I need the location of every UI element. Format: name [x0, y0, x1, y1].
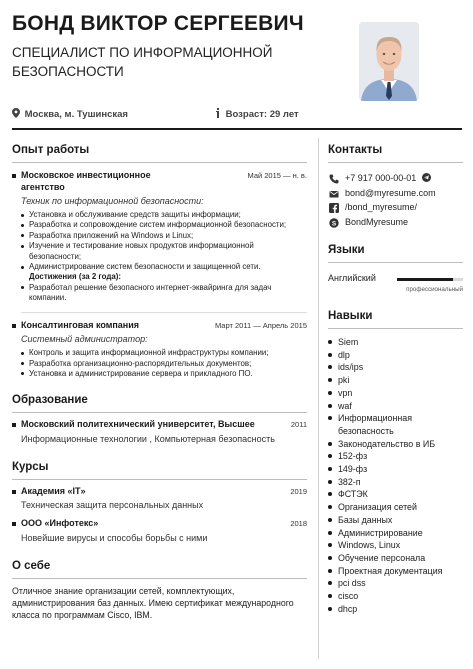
facebook-icon [329, 203, 339, 213]
languages-section [328, 243, 463, 305]
telegram-icon[interactable] [422, 173, 431, 182]
job-item [12, 320, 307, 380]
skill-item: 382-п [328, 476, 463, 489]
list-item: Разработал решение безопасного интернет-эквайринга для задач компании. [29, 283, 307, 304]
section-divider [12, 578, 307, 579]
contact-email[interactable] [328, 186, 463, 201]
section-divider [328, 328, 463, 329]
location-text: Москва, м. Тушинская [24, 109, 128, 120]
list-item: Изучение и тестирование новых продуктов информационной безопасности; [29, 241, 307, 262]
skill-item: 149-фз [328, 463, 463, 476]
section-title: Навыки [328, 310, 373, 322]
skill-item: 152-фз [328, 450, 463, 463]
candidate-position: СПЕЦИАЛИСТ ПО ИНФОРМАЦИОННОЙ БЕЗОПАСНОСТИ [12, 45, 273, 79]
skill-item: dlp [328, 349, 463, 362]
skill-item: cisco [328, 590, 463, 603]
age-text: Возраст: 29 лет [225, 109, 299, 120]
resume-header [12, 10, 312, 81]
course-name: ООО «Инфотекс» [21, 518, 99, 529]
course-item [12, 518, 307, 543]
location [12, 108, 128, 120]
job-role: Техник по информационной безопасности: [21, 196, 204, 206]
skill-item: ФСТЭК [328, 488, 463, 501]
phone-text: +7 917 000-00-01 [345, 173, 417, 183]
course-item [12, 486, 307, 511]
skill-item: Проектная документация [328, 565, 463, 578]
job-company: Московское инвестиционное агентство [21, 170, 151, 192]
contact-facebook[interactable] [328, 200, 463, 215]
section-divider [328, 262, 463, 263]
skill-item: Информационная безопасность [328, 412, 463, 437]
list-item: Установка и обслуживание средств защиты информации; [29, 210, 307, 220]
list-item: Контроль и защита информационной инфраструктуры компании; [29, 348, 307, 358]
education-item [12, 419, 307, 444]
job-role: Системный администратор: [21, 334, 148, 345]
candidate-name: БОНД ВИКТОР СЕРГЕЕВИЧ [12, 12, 304, 35]
section-title: Курсы [12, 460, 49, 473]
section-divider [328, 162, 463, 163]
about-section [12, 559, 307, 621]
job-dates: Май 2015 — н. в. [247, 171, 307, 180]
section-title: Образование [12, 394, 88, 407]
column-divider [318, 138, 319, 659]
age [215, 108, 299, 120]
job-item [12, 170, 307, 313]
map-pin-icon [12, 108, 20, 118]
language-level-bar [397, 278, 463, 281]
courses-section [12, 460, 307, 543]
language-level-fill [397, 278, 453, 281]
skill-item: pki [328, 374, 463, 387]
section-divider [12, 412, 307, 413]
language-item [328, 273, 463, 305]
header-divider [12, 128, 462, 130]
section-title: Языки [328, 244, 365, 256]
job-company: Консалтинговая компания [21, 319, 140, 330]
skill-item: Организация сетей [328, 501, 463, 514]
education-section [12, 393, 307, 444]
skill-item: waf [328, 400, 463, 413]
main-column [12, 143, 307, 621]
skill-item: Законодательство в ИБ [328, 438, 463, 451]
skills-list [328, 336, 463, 615]
contacts-section [328, 143, 463, 229]
skill-item: dhcp [328, 603, 463, 616]
skills-section [328, 309, 463, 615]
list-item: Разработка и сопровождение систем информационной безопасности; [29, 220, 307, 230]
skill-item: Администрирование [328, 527, 463, 540]
contact-skype[interactable] [328, 215, 463, 230]
section-title: Контакты [328, 144, 383, 156]
envelope-icon [329, 189, 339, 199]
skill-item: Windows, Linux [328, 539, 463, 552]
svg-text:S: S [331, 219, 337, 227]
skill-item: Siem [328, 336, 463, 349]
list-item: Разработка организационно-распорядительных документов; [29, 359, 307, 369]
skill-item: pci dss [328, 577, 463, 590]
contact-phone[interactable] [328, 171, 463, 186]
achievements-list [12, 283, 307, 304]
course-year: 2019 [290, 486, 307, 496]
course-year: 2018 [290, 519, 307, 529]
phone-icon [329, 174, 339, 184]
education-year: 2011 [290, 420, 307, 430]
section-title: О себе [12, 559, 51, 572]
job-dates: Март 2011 — Апрель 2015 [214, 320, 307, 330]
skype-icon [329, 218, 339, 228]
section-title: Опыт работы [12, 144, 90, 156]
candidate-photo [359, 22, 419, 101]
facebook-text: /bond_myresume/ [345, 202, 418, 212]
education-field: Информационные технологии , Компьютерная безопасность [21, 433, 275, 444]
language-name: Английский [328, 273, 376, 283]
skype-text: BondMyresume [345, 216, 409, 227]
experience-section [12, 143, 307, 379]
course-desc: Техническая защита персональных данных [21, 500, 204, 511]
course-desc: Новейшие вирусы и способы борьбы с ними [21, 532, 208, 543]
skill-item: Обучение персонала [328, 552, 463, 565]
section-divider [12, 479, 307, 480]
sidebar-column [328, 143, 463, 615]
language-level: профессиональный [406, 286, 463, 293]
section-divider [12, 162, 307, 163]
list-item: Установка и администрирование сервера и прикладного ПО. [29, 369, 307, 379]
duties-list [12, 348, 307, 379]
contacts-list [328, 171, 463, 229]
skill-item: vpn [328, 387, 463, 400]
job-divider [21, 312, 307, 313]
email-text: bond@myresume.com [345, 187, 436, 198]
education-school: Московский политехнический университет, Высшее [21, 419, 255, 430]
course-name: Академия «IT» [21, 485, 86, 496]
duties-list [12, 210, 307, 272]
list-item: Администрирование систем безопасности и защищенной сети. [29, 262, 307, 272]
about-text: Отличное знание организации сетей, комплектующих, администрирования баз данных. Имею сертификат международного класса по программам Cisco, IBM. [12, 585, 294, 620]
info-icon [215, 108, 221, 118]
skill-item: ids/ips [328, 361, 463, 374]
skill-item: Базы данных [328, 514, 463, 527]
list-item: Разработка приложений на Windows и Linux; [29, 231, 307, 241]
achievements-title: Достижения (за 2 года): [29, 272, 121, 282]
